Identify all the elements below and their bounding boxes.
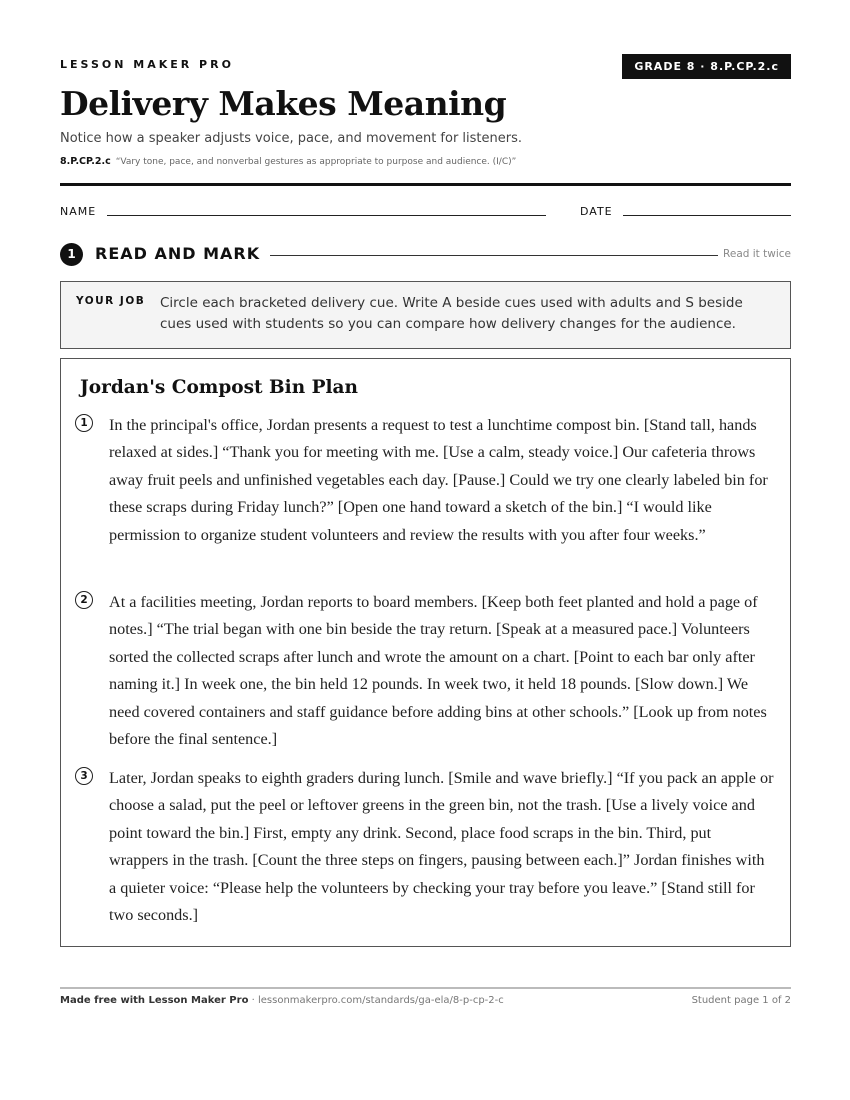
- instructions-box: [60, 281, 791, 349]
- standard-line: [60, 156, 516, 167]
- footer-credit: [60, 995, 504, 1006]
- page-indicator: Student page 1 of 2: [691, 995, 791, 1006]
- page-title: Delivery Makes Meaning: [60, 84, 507, 123]
- name-label: NAME: [60, 205, 97, 218]
- date-label: DATE: [580, 205, 613, 218]
- name-field[interactable]: [107, 215, 546, 216]
- footer-made-with: Made free with Lesson Maker Pro: [60, 995, 249, 1006]
- passage-title: Jordan's Compost Bin Plan: [80, 377, 358, 398]
- passage-paragraph: [75, 412, 775, 549]
- paragraph-text: In the principal's office, Jordan presents a request to test a lunchtime compost bin. [Stand tall, hands relaxed at sides.] “Thank you for meeting with me. [Use a calm, steady voice.] Our cafeteria throws away fruit peels and unfinished vegetables each day. [Pause.] Could we try one clearly labeled bin for these scraps during Friday lunch?” [Open one hand toward a sketch of the bin.] “I would like permission to organize student volunteers and review the results with you after four weeks.”: [109, 416, 768, 544]
- section-title: READ AND MARK: [95, 244, 261, 263]
- worksheet-page: [60, 0, 791, 1100]
- header-divider: [60, 183, 791, 186]
- footer-separator: ·: [248, 995, 258, 1006]
- brand-name: LESSON MAKER PRO: [60, 58, 234, 71]
- page-subtitle: Notice how a speaker adjusts voice, pace, and movement for listeners.: [60, 131, 523, 146]
- passage-paragraph: [75, 765, 775, 929]
- footer-divider: [60, 987, 791, 989]
- date-field[interactable]: [623, 215, 791, 216]
- section-number-badge: 1: [60, 243, 83, 266]
- passage-paragraph: [75, 589, 775, 753]
- paragraph-number-icon: 1: [75, 414, 93, 432]
- instructions-label: YOUR JOB: [76, 295, 146, 307]
- paragraph-text: At a facilities meeting, Jordan reports to board members. [Keep both feet planted and hold a page of notes.] “The trial began with one bin beside the tray return. [Speak at a measured pace.] Volunteers sorted the collected scraps after lunch and wrote the amount on a chart. [Point to each bar only after naming it.] In week one, the bin held 12 pounds. In week two, it held 18 pounds. [Slow down.] We need covered containers and staff guidance before adding bins at other schools.” [Look up from notes before the final sentence.]: [109, 593, 767, 749]
- footer-url[interactable]: lessonmakerpro.com/standards/ga-ela/8-p-cp-2-c: [257, 995, 504, 1006]
- standard-quote: “Vary tone, pace, and nonverbal gestures as appropriate to purpose and audience. (I/C)”: [115, 157, 517, 167]
- reading-passage: [60, 358, 791, 947]
- paragraph-number-icon: 3: [75, 767, 93, 785]
- instructions-text: Circle each bracketed delivery cue. Write A beside cues used with adults and S beside cues used with students so you can compare how delivery changes for the audience.: [160, 295, 743, 332]
- paragraph-text: Later, Jordan speaks to eighth graders during lunch. [Smile and wave briefly.] “If you pack an apple or choose a salad, put the peel or leftover greens in the green bin, not the trash. [Use a lively voice and point toward the bin.] First, empty any drink. Second, place food scraps in the bin. Third, put wrappers in the trash. [Count the three steps on fingers, pausing between each.]” Jordan finishes with a quieter voice: “Please help the volunteers by checking your tray before you leave.” [Stand still for two seconds.]: [109, 769, 774, 925]
- section-note: Read it twice: [723, 248, 791, 260]
- section-divider: [270, 255, 718, 256]
- standard-code: 8.P.CP.2.c: [60, 156, 111, 167]
- grade-badge: GRADE 8 · 8.P.CP.2.c: [622, 54, 791, 79]
- paragraph-number-icon: 2: [75, 591, 93, 609]
